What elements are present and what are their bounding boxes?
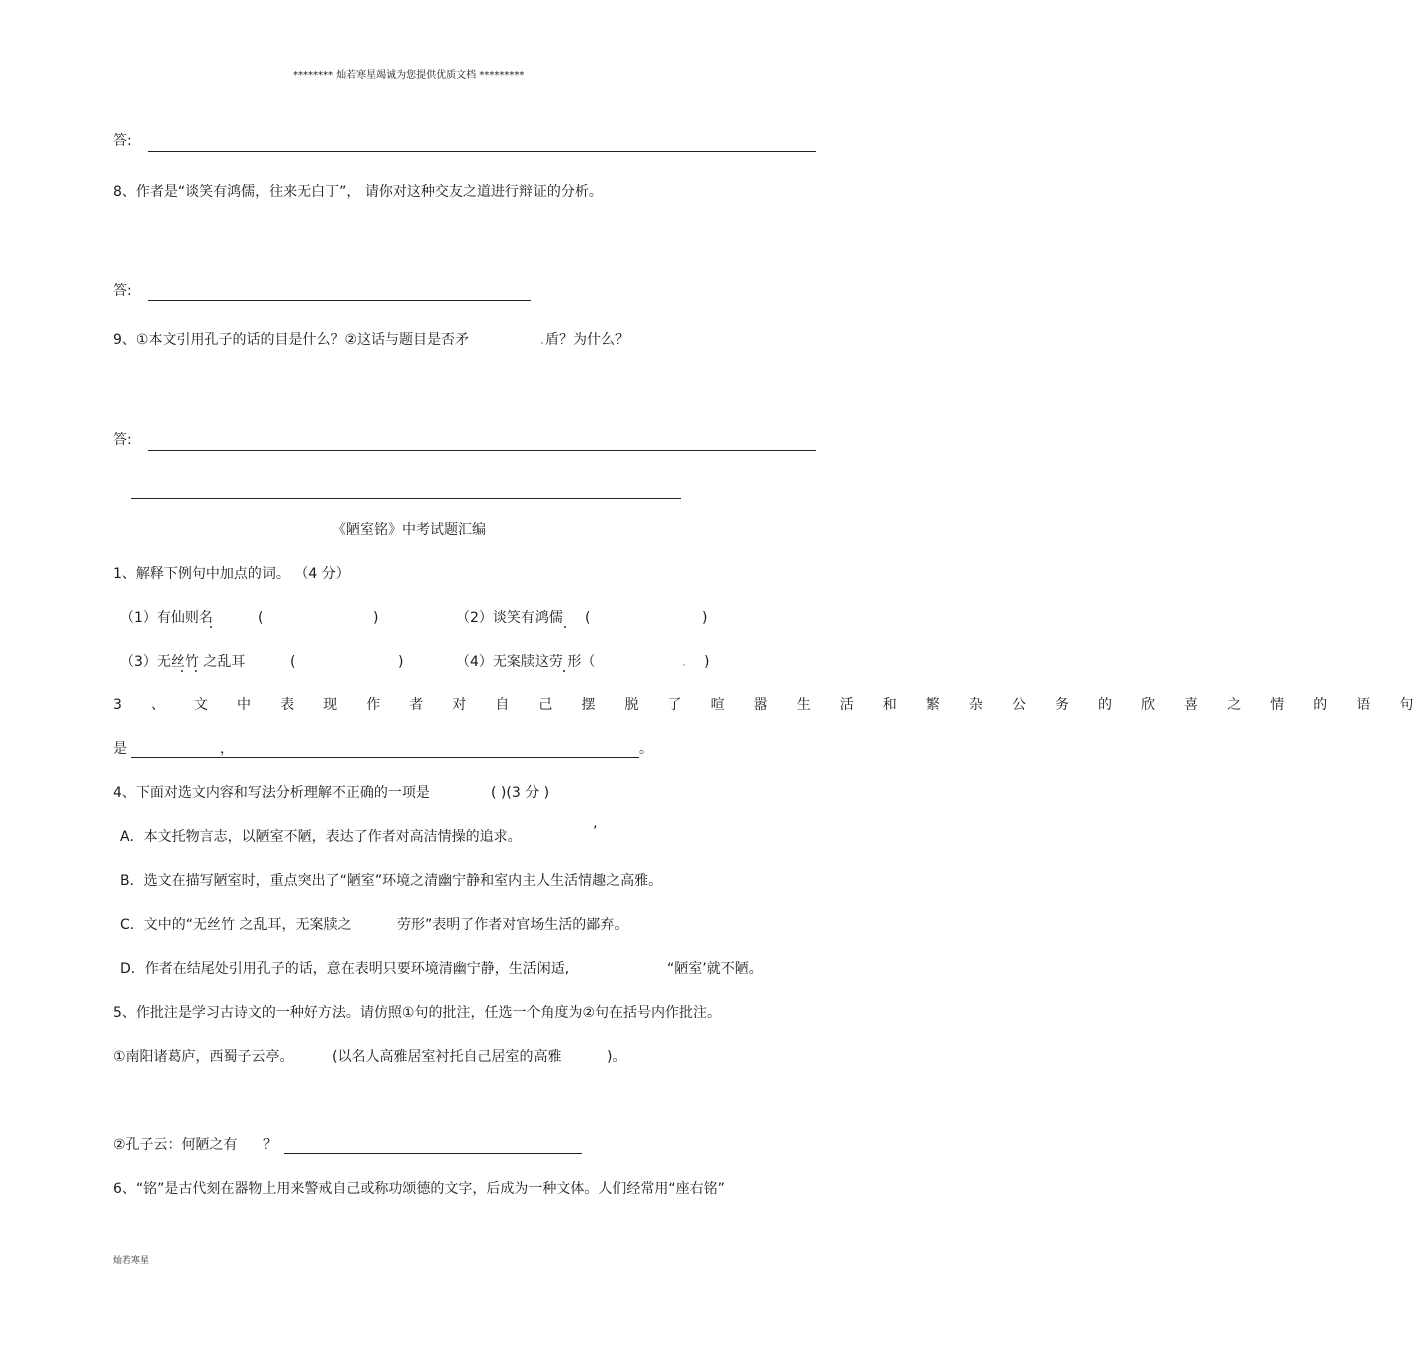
question-9-part-b: 盾？为什么？: [545, 332, 629, 348]
question-5: 5、作批注是学习古诗文的一种好方法。请仿照①句的批注，任选一个角度为②句在括号内作批注。: [113, 1005, 722, 1021]
q3-is: 是: [113, 741, 127, 757]
option-c-part-2: 劳形”表明了作者对官场生活的鄙弃。: [397, 917, 629, 933]
q1-item-3: （3）无丝竹 之乱耳: [120, 654, 246, 670]
question-9-part-a: 9、①本文引用孔子的话的目是什么？②这话与题目是否矛: [113, 332, 470, 348]
paren-open: (: [585, 610, 591, 626]
answer-line: [284, 1153, 582, 1154]
answer-label: 答:: [113, 432, 132, 448]
q3-period: 。: [639, 741, 653, 757]
question-8: 8、作者是“谈笑有鸿儒，往来无白丁”， 请你对这种交友之道进行辩证的分析。: [113, 184, 603, 200]
answer-line: [131, 757, 639, 758]
question-3: 3 、 文 中 表 现 作 者 对 自 己 摆 脱 了 喧 嚣 生 活 和 繁 杂 公 务 的 欣 喜 之 情 的 语 句: [113, 697, 1426, 713]
q1-item-4: （4）无案牍这劳 形（: [456, 654, 596, 670]
paren-close: ): [704, 654, 710, 670]
paren-open: (: [258, 610, 264, 626]
answer-line: [148, 300, 531, 301]
paren-close: ): [398, 654, 404, 670]
q5-note-1: (以名人高雅居室衬托自己居室的高雅: [332, 1049, 562, 1065]
q3-comma: ，: [220, 741, 234, 757]
emphasis-dot: [563, 670, 565, 672]
q1-item-2: （2）谈笑有鸿儒: [456, 610, 563, 626]
q1-item-1: （1）有仙则名: [120, 610, 213, 626]
option-b: B．选文在描写陋室时，重点突出了“陋室”环境之清幽宁静和室内主人生活情趣之高雅。: [120, 873, 663, 889]
option-c-part-1: C．文中的“无丝竹 之乱耳，无案牍之: [120, 917, 352, 933]
paren-close: ): [373, 610, 379, 626]
question-1: 1、解释下例句中加点的词。 （4 分）: [113, 566, 350, 582]
q5-sentence-2: ②孔子云：何陋之有: [113, 1137, 238, 1153]
option-a-mark: ’: [593, 824, 598, 840]
q4-score: ( )(3 分 ): [491, 785, 550, 801]
answer-label: 答:: [113, 283, 132, 299]
question-4: 4、下面对选文内容和写法分析理解不正确的一项是: [113, 785, 430, 801]
emphasis-dot: [564, 626, 566, 628]
option-a: A．本文托物言志，以陋室不陋，表达了作者对高洁情操的追求。: [120, 829, 522, 845]
q5-note-1-close: )。: [607, 1049, 627, 1065]
answer-label: 答:: [113, 133, 132, 149]
emphasis-dot: [683, 664, 685, 666]
paren-open: (: [290, 654, 296, 670]
option-d-part-1: D．作者在结尾处引用孔子的话，意在表明只要环境清幽宁静，生活闲适,: [120, 961, 570, 977]
paren-close: ): [702, 610, 708, 626]
q5-question-mark: ？: [263, 1137, 277, 1153]
answer-line: [131, 498, 681, 499]
emphasis-dot: [181, 670, 183, 672]
answer-line: [148, 450, 816, 451]
page-header: ******** 灿若寒星竭诚为您提供优质文档 *********: [293, 70, 525, 81]
emphasis-dot: [195, 670, 197, 672]
emphasis-dot: [541, 342, 543, 344]
answer-line: [148, 151, 816, 152]
emphasis-dot: [210, 626, 212, 628]
q5-sentence-1: ①南阳诸葛庐，西蜀子云亭。: [113, 1049, 294, 1065]
question-6: 6、“铭”是古代刻在器物上用来警戒自己或称功颂德的文字，后成为一种文体。人们经常用“座右铭”: [113, 1181, 725, 1197]
page-footer: 灿若寒星: [113, 1256, 150, 1266]
section-title: 《陋室铭》中考试题汇编: [332, 522, 486, 538]
option-d-part-2: “陋室’就不陋。: [667, 961, 763, 977]
